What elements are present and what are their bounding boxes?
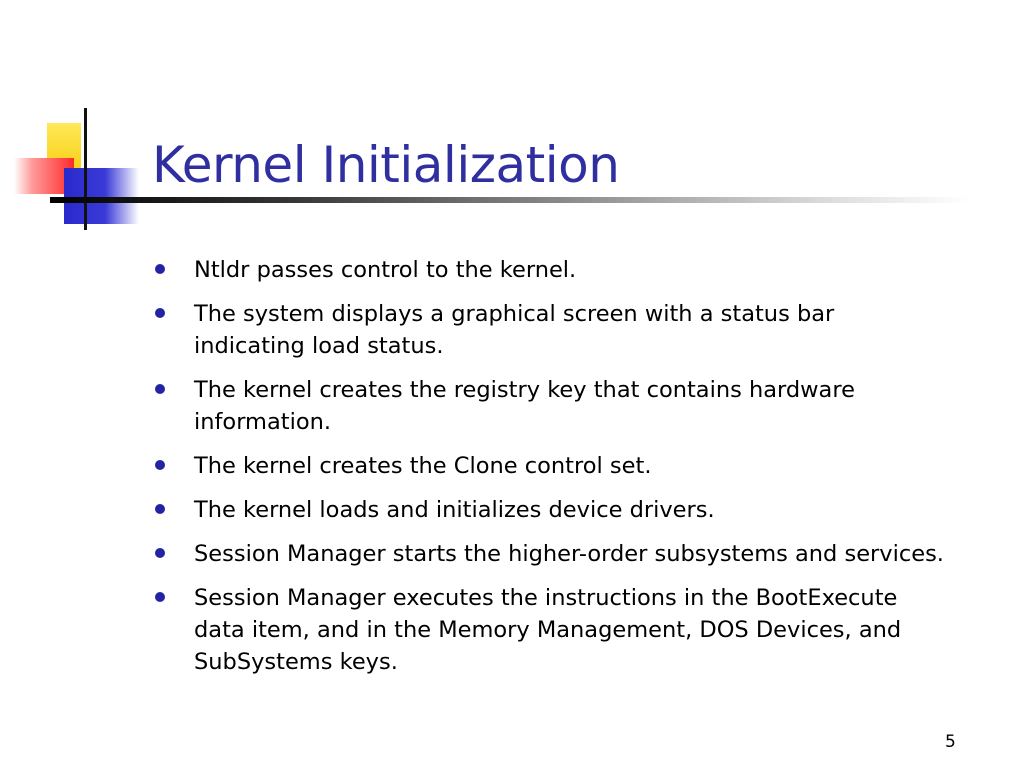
slide-title: Kernel Initialization — [152, 136, 620, 194]
page-number: 5 — [945, 732, 956, 752]
bullet-item — [155, 298, 945, 362]
vertical-line-shape — [84, 108, 87, 230]
bullet-text: Session Manager executes the instructions in the BootExecute data item, and in the Memory Management, DOS Devices, and SubSystems keys. — [194, 585, 902, 675]
bullet-dot-icon — [155, 460, 165, 470]
bullet-item — [155, 450, 945, 482]
bullet-dot-icon — [155, 264, 165, 274]
bullet-dot-icon — [155, 592, 165, 602]
title-underline — [50, 197, 970, 203]
bullet-dot-icon — [155, 308, 165, 318]
bullet-item — [155, 494, 945, 526]
bullet-text: Ntldr passes control to the kernel. — [194, 257, 577, 283]
decorative-logo — [0, 100, 150, 230]
bullet-text: The system displays a graphical screen with a status bar indicating load status. — [194, 301, 835, 359]
bullet-item — [155, 582, 945, 678]
bullet-dot-icon — [155, 548, 165, 558]
bullet-text: The kernel creates the Clone control set. — [194, 453, 652, 479]
bullet-text: The kernel loads and initializes device drivers. — [194, 497, 715, 523]
bullet-item — [155, 538, 945, 570]
bullet-item — [155, 374, 945, 438]
bullet-dot-icon — [155, 504, 165, 514]
blue-square-shape — [64, 168, 139, 224]
bullet-item — [155, 254, 945, 286]
bullet-list — [155, 254, 945, 690]
bullet-dot-icon — [155, 384, 165, 394]
bullet-text: Session Manager starts the higher-order subsystems and services. — [194, 541, 944, 567]
bullet-text: The kernel creates the registry key that contains hardware information. — [194, 377, 855, 435]
